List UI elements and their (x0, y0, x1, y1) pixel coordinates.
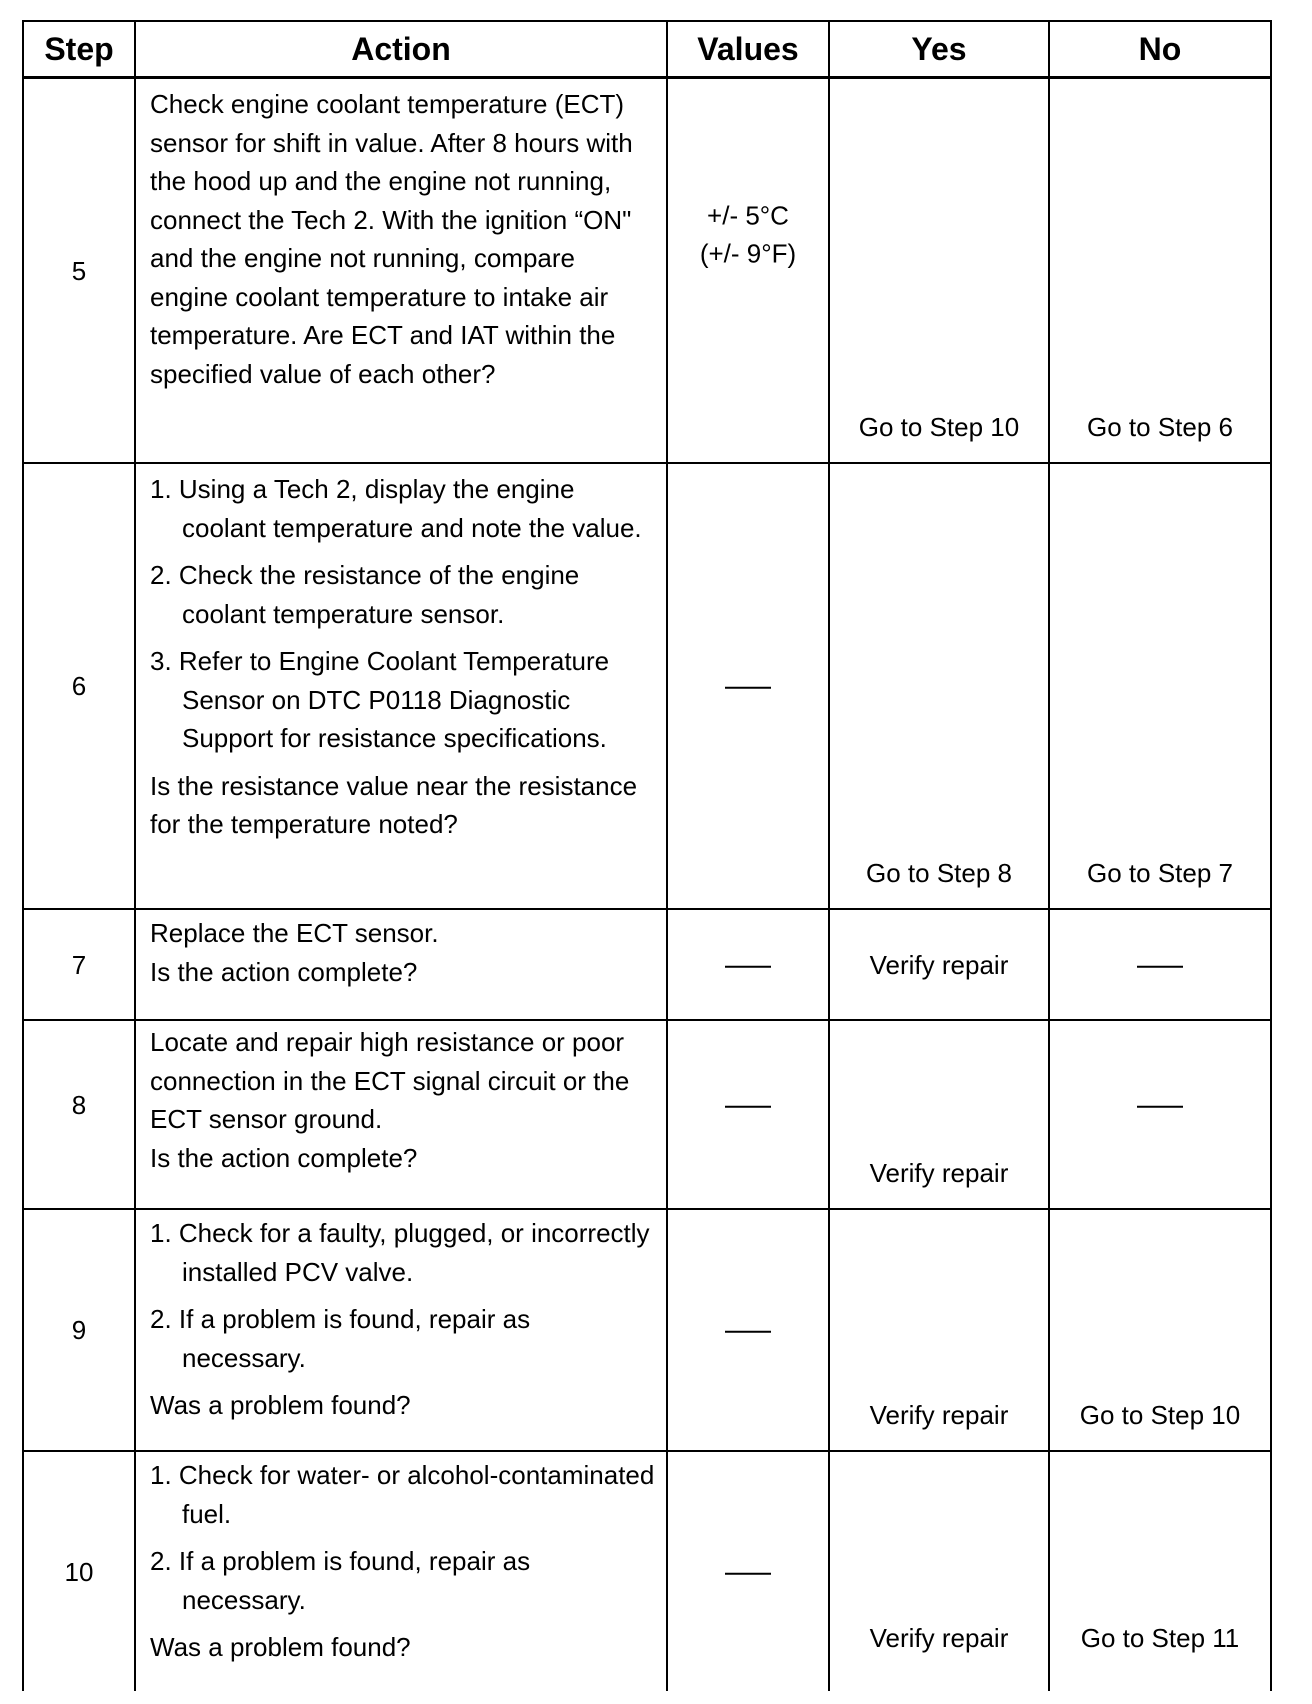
action-text: Replace the ECT sensor. (150, 918, 439, 948)
yes-result: Go to Step 10 (858, 411, 1020, 442)
values-none (668, 667, 828, 706)
table-row (23, 78, 1271, 464)
diagnostic-table (22, 20, 1272, 1691)
step-number: 9 (71, 1314, 87, 1345)
em-dash (725, 965, 771, 967)
em-dash (725, 1331, 771, 1333)
action-text: Locate and repair high resistance or poor connection in the ECT signal circuit or the ECT sensor ground. (150, 1027, 630, 1134)
action-item: 2. If a problem is found, repair as necessary. (150, 1304, 531, 1373)
em-dash (1137, 965, 1183, 967)
header-yes: Yes (829, 21, 1049, 78)
table-row (23, 463, 1271, 909)
em-dash (1137, 1106, 1183, 1108)
step-number: 10 (64, 1556, 94, 1587)
yes-result: Verify repair (869, 1622, 1009, 1653)
action-question: Is the resistance value near the resistance for the temperature noted? (150, 770, 638, 839)
action-item: 2. If a problem is found, repair as necessary. (150, 1546, 531, 1615)
no-result: Go to Step 6 (1087, 411, 1233, 442)
values-none (668, 1552, 828, 1591)
no-result: Go to Step 7 (1087, 857, 1233, 888)
action-item: 2. Check the resistance of the engine coolant temperature sensor. (150, 560, 580, 629)
value-fahrenheit: (+/- 9°F) (699, 238, 797, 269)
action-item: 1. Check for water- or alcohol-contaminated fuel. (150, 1460, 655, 1529)
header-row (23, 21, 1271, 78)
step-number: 8 (71, 1089, 87, 1120)
action-list (150, 1456, 656, 1619)
table-row (23, 1451, 1271, 1691)
header-values: Values (667, 21, 829, 78)
header-no: No (1049, 21, 1271, 78)
step-number: 5 (71, 255, 87, 286)
step-number: 6 (71, 670, 87, 701)
table-row (23, 1209, 1271, 1451)
no-result (1050, 1086, 1270, 1125)
action-question: Is the action complete? (150, 1142, 418, 1173)
values-none (668, 945, 828, 984)
no-result (1050, 945, 1270, 984)
no-result: Go to Step 10 (1079, 1399, 1241, 1430)
table-row (23, 909, 1271, 1020)
action-item: 1. Check for a faulty, plugged, or incorrectly installed PCV valve. (150, 1218, 650, 1287)
action-question: Is the action complete? (150, 956, 418, 987)
em-dash (725, 687, 771, 689)
table-row (23, 1020, 1271, 1209)
header-action: Action (135, 21, 667, 78)
values-none (668, 1086, 828, 1125)
action-question: Was a problem found? (150, 1632, 411, 1662)
em-dash (725, 1106, 771, 1108)
action-list (150, 1214, 656, 1377)
action-list (150, 470, 656, 758)
action-item: 1. Using a Tech 2, display the engine coolant temperature and note the value. (150, 474, 642, 543)
step-number: 7 (71, 949, 87, 980)
values-none (668, 1311, 828, 1350)
yes-result: Go to Step 8 (866, 857, 1012, 888)
action-text: Check engine coolant temperature (ECT) sensor for shift in value. After 8 hours with the hood up and the engine not running, connect the Tech 2. With the ignition “ON" and the engine not running, compare engine coolant temperature to intake air temperature. Are ECT and IAT within the specified value of each other? (150, 89, 633, 389)
header-step: Step (23, 21, 135, 78)
no-result: Go to Step 11 (1080, 1622, 1240, 1653)
value-celsius: +/- 5°C (707, 200, 789, 230)
yes-result: Verify repair (869, 1157, 1009, 1188)
yes-result: Verify repair (869, 949, 1009, 980)
yes-result: Verify repair (869, 1399, 1009, 1430)
em-dash (725, 1572, 771, 1574)
action-question: Was a problem found? (150, 1390, 411, 1420)
action-item: 3. Refer to Engine Coolant Temperature Sensor on DTC P0118 Diagnostic Support for resistance specifications. (150, 646, 610, 753)
